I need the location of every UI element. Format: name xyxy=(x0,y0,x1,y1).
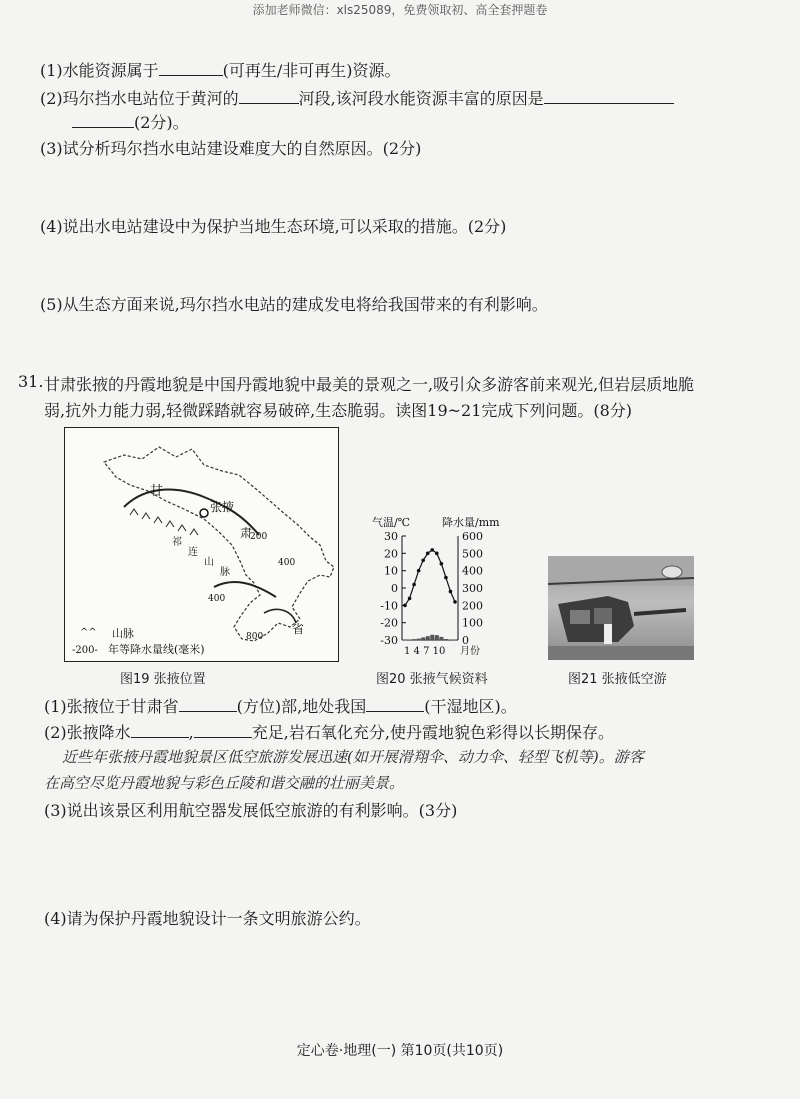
precipitation-bar xyxy=(417,639,421,640)
temperature-point xyxy=(435,552,439,556)
temperature-point xyxy=(426,552,430,556)
figure-19-caption: 图19 张掖位置 xyxy=(120,672,206,687)
precipitation-bar xyxy=(403,640,407,641)
precipitation-bar xyxy=(412,639,416,640)
figure-21-photo xyxy=(548,556,694,660)
q31-intro-line2: 弱,抗外力能力弱,轻微踩踏就容易破碎,生态脆弱。读图19~21完成下列问题。(8分) xyxy=(44,401,633,420)
right-axis-label: 降水量/mm xyxy=(442,516,500,529)
q30-part3: (3)试分析玛尔挡水电站建设难度大的自然原因。(2分) xyxy=(40,139,422,158)
temperature-point xyxy=(430,548,434,552)
legend-line-symbol: -200- xyxy=(72,645,98,656)
precipitation-bar xyxy=(408,639,412,640)
temperature-point xyxy=(453,600,457,604)
left-tick-label: -20 xyxy=(380,616,398,630)
temperature-point xyxy=(417,569,421,573)
temperature-point xyxy=(421,558,425,562)
precipitation-bar xyxy=(439,637,443,640)
q31-number: 31. xyxy=(18,372,44,391)
label-gan: 甘 xyxy=(150,484,164,499)
left-tick-label: 30 xyxy=(384,530,398,543)
right-tick-label: 200 xyxy=(462,599,483,613)
q30-part1-post: (可再生/非可再生)资源。 xyxy=(222,61,401,80)
q31-part4: (4)请为保护丹霞地貌设计一条文明旅游公约。 xyxy=(44,909,371,928)
precipitation-bar xyxy=(453,640,457,641)
watermark-header: 添加老师微信：xls25089，免费领取初、高全套押题卷 xyxy=(252,3,548,17)
figure-20-caption: 图20 张掖气候资料 xyxy=(376,672,488,687)
figure-21-caption: 图21 张掖低空游 xyxy=(568,672,667,687)
isoline-label-800: 800 xyxy=(246,632,264,642)
right-tick-label: 100 xyxy=(462,616,483,630)
right-tick-label: 300 xyxy=(462,582,483,595)
left-axis-label: 气温/℃ xyxy=(372,516,411,529)
q31-part2 xyxy=(44,720,614,743)
q31-part2-mid: , xyxy=(188,723,194,742)
precipitation-bar xyxy=(430,635,434,640)
q31-part3: (3)说出该景区利用航空器发展低空旅游的有利影响。(3分) xyxy=(44,801,458,820)
left-tick-label: -30 xyxy=(380,634,398,647)
q30-part1-pre: (1)水能资源属于 xyxy=(40,61,159,80)
temperature-point xyxy=(412,583,416,587)
q30-part2 xyxy=(40,86,674,109)
figure-20-chart xyxy=(360,514,530,664)
answer-blank[interactable] xyxy=(544,88,674,104)
q30-part5: (5)从生态方面来说,玛尔挡水电站的建成发电将给我国带来的有利影响。 xyxy=(40,295,548,314)
q31-part1-pre: (1)张掖位于甘肃省 xyxy=(44,697,179,716)
precipitation-bar xyxy=(444,639,448,640)
temperature-point xyxy=(449,590,453,594)
answer-blank[interactable] xyxy=(239,88,299,104)
q30-part2-cont xyxy=(72,110,189,133)
isoline-label-400a: 400 xyxy=(278,558,296,568)
answer-blank[interactable] xyxy=(194,722,252,738)
temperature-point xyxy=(444,576,448,580)
label-sheng: 省 xyxy=(292,622,305,636)
left-tick-label: 0 xyxy=(391,582,398,595)
q31-part1-mid: (方位)部,地处我国 xyxy=(236,697,367,716)
temperature-point xyxy=(403,604,407,608)
answer-blank[interactable] xyxy=(72,112,134,128)
handwritten-note-line2: 在高空尽览丹霞地貌与彩色丘陵和谐交融的壮丽美景。 xyxy=(44,774,405,792)
answer-blank[interactable] xyxy=(131,722,189,738)
answer-blank[interactable] xyxy=(179,696,237,712)
isoline-label-400b: 400 xyxy=(208,594,226,604)
q30-part2-mid: 河段,该河段水能资源丰富的原因是 xyxy=(298,89,544,108)
left-tick-label: 20 xyxy=(384,547,398,561)
label-mountain-4: 脉 xyxy=(220,567,230,578)
label-mountain-3: 山 xyxy=(204,557,214,568)
precipitation-bar xyxy=(448,639,452,640)
x-unit: 月份 xyxy=(460,646,480,657)
q31-part2-pre: (2)张掖降水 xyxy=(44,723,131,742)
legend-mountain: 山脉 xyxy=(112,627,134,640)
q31-part1 xyxy=(44,694,517,717)
q30-part2-post: (2分)。 xyxy=(134,113,189,132)
label-mountain-1: 祁 xyxy=(172,537,182,548)
figure-19-map xyxy=(64,427,339,662)
q31-part2-post: 充足,岩石氧化充分,使丹霞地貌色彩得以长期保存。 xyxy=(251,723,614,742)
q30-part1 xyxy=(40,58,401,81)
q31-part1-post: (干湿地区)。 xyxy=(424,697,517,716)
q30-part4: (4)说出水电站建设中为保护当地生态环境,可以采取的措施。(2分) xyxy=(40,217,507,236)
q30-part2-pre: (2)玛尔挡水电站位于黄河的 xyxy=(40,89,239,108)
left-tick-label: 10 xyxy=(384,564,398,578)
precipitation-bar xyxy=(421,637,425,640)
right-tick-label: 400 xyxy=(462,564,483,578)
handwritten-note-line1: 近些年张掖丹霞地貌景区低空旅游发展迅速(如开展滑翔伞、动力伞、轻型飞机等)。游客 xyxy=(62,748,644,766)
q31-intro-line1: 甘肃张掖的丹霞地貌是中国丹霞地貌中最美的景观之一,吸引众多游客前来观光,但岩层质地脆 xyxy=(44,375,695,394)
temperature-point xyxy=(408,597,412,601)
label-zhangye: 张掖 xyxy=(210,500,235,514)
right-tick-label: 0 xyxy=(462,634,469,647)
isoline-label-200: 200 xyxy=(250,532,268,542)
temperature-point xyxy=(440,562,444,566)
answer-blank[interactable] xyxy=(366,696,424,712)
x-tick-labels: 1 4 7 10 xyxy=(404,646,446,657)
page-footer: 定心卷·地理(一) 第10页(共10页) xyxy=(296,1043,504,1059)
zhangye-location-map xyxy=(64,427,339,662)
svg-text:^^: ^^ xyxy=(80,627,97,638)
right-tick-label: 600 xyxy=(462,530,483,543)
label-su: 肃 xyxy=(240,526,253,540)
right-tick-label: 500 xyxy=(462,547,483,561)
answer-blank[interactable] xyxy=(159,60,223,76)
climate-chart xyxy=(360,514,530,664)
precipitation-bar xyxy=(426,636,430,640)
label-mountain-2: 连 xyxy=(188,547,198,558)
precipitation-bar xyxy=(435,635,439,640)
helicopter-photo xyxy=(548,556,694,660)
legend-isoline: 年等降水量线(毫米) xyxy=(108,643,205,656)
left-tick-label: -10 xyxy=(380,599,398,613)
